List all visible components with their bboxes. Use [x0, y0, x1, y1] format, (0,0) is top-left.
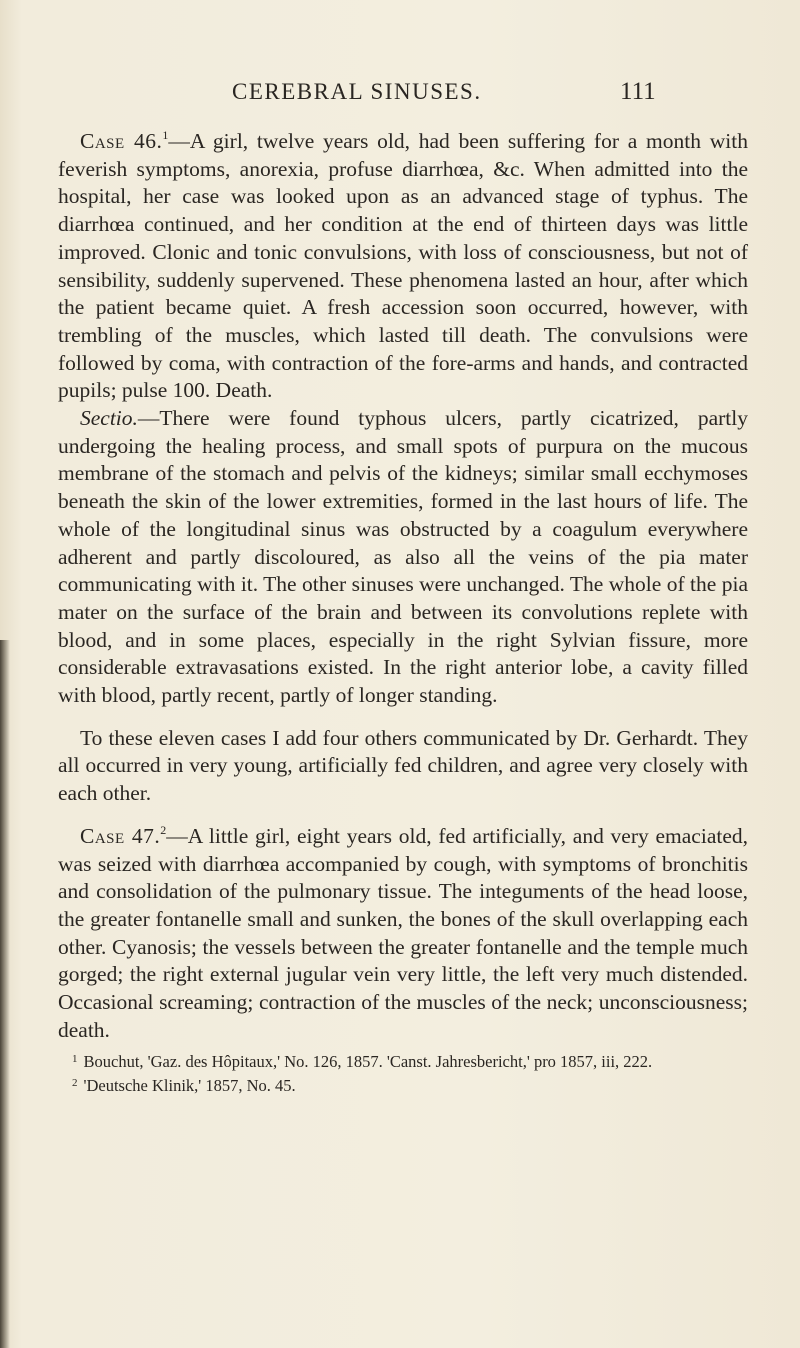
- case-46-text: —A girl, twelve years old, had been suffering for a month with feverish symptoms, anorexia, profuse diarrhœa, &c. When admitted into the hospital, her case was looked upon as an advanced stage of typhus. The diarrhœa continued, and her condition at the end of thirteen days was little improved. Clonic and tonic convulsions, with loss of consciousness, but not of sensibility, suddenly supervened. These phenomena lasted an hour, after which the patient became quiet. A fresh accession soon occurred, however, with trembling of the muscles, which lasted till death. The convulsions were followed by coma, with contraction of the fore-arms and hands, and contracted pupils; pulse 100. Death.: [58, 129, 748, 403]
- sectio-text: —There were found typhous ulcers, partly cicatrized, partly undergoing the healing process, and small spots of purpura on the mucous membrane of the stomach and pelvis of the kidneys; similar small ecchymoses beneath the skin of the lower extremities, formed in the last hours of life. The whole of the longitudinal sinus was obstructed by a coagulum everywhere adherent and partly discoloured, as also all the veins of the pia mater communicating with it. The other sinuses were unchanged. The whole of the pia mater on the surface of the brain and between its convolutions replete with blood, and in some places, especially in the right Sylvian fissure, more considerable extravasations existed. In the right anterior lobe, a cavity filled with blood, partly recent, partly of longer standing.: [58, 406, 748, 708]
- paragraph-gap: [58, 808, 748, 823]
- page-edge-shadow: [0, 640, 10, 1348]
- running-title: CEREBRAL SINUSES.: [232, 79, 482, 104]
- case-47-label: Case 47.: [80, 823, 161, 848]
- footnotes: [58, 1051, 748, 1099]
- footnote-ref-2: 2: [160, 822, 167, 837]
- body-text: [58, 128, 748, 1099]
- footnote-2: [58, 1075, 748, 1099]
- paragraph-gap: [58, 710, 748, 725]
- footnote-1: [58, 1051, 748, 1075]
- page-header: [0, 78, 800, 108]
- intro-paragraph: To these eleven cases I add four others communicated by Dr. Gerhardt. They all occurred in very young, artificially fed children, and agree very closely with each other.: [58, 725, 748, 806]
- footnote-marker-1: 1: [72, 1052, 78, 1065]
- case-46-paragraph: [58, 128, 748, 405]
- case-46-label: Case 46.: [80, 129, 163, 153]
- page-number: 111: [620, 78, 656, 105]
- sectio-paragraph: [58, 405, 748, 710]
- case-47-text: —A little girl, eight years old, fed artificially, and very emaciated, was seized with diarrhœa accompanied by cough, with symptoms of bronchitis and consolidation of the pulmonary tissue. The integuments of the head loose, the greater fontanelle small and sunken, the bones of the skull overlapping each other. Cyanosis; the vessels between the greater fontanelle and the temple much gorged; the right external jugular vein very little, the left very much distended. Occasional screaming; contraction of the muscles of the neck; unconsciousness; death.: [58, 823, 749, 1042]
- footnote-marker-2: 2: [72, 1076, 78, 1089]
- sectio-label: Sectio.: [80, 406, 138, 431]
- footnote-ref-1: 1: [162, 127, 169, 142]
- footnote-text-2: 'Deutsche Klinik,' 1857, No. 45.: [83, 1075, 296, 1095]
- case-47-paragraph: [58, 823, 748, 1045]
- footnote-text-1: Bouchut, 'Gaz. des Hôpitaux,' No. 126, 1857. 'Canst. Jahresbericht,' pro 1857, iii, 222.: [83, 1051, 653, 1071]
